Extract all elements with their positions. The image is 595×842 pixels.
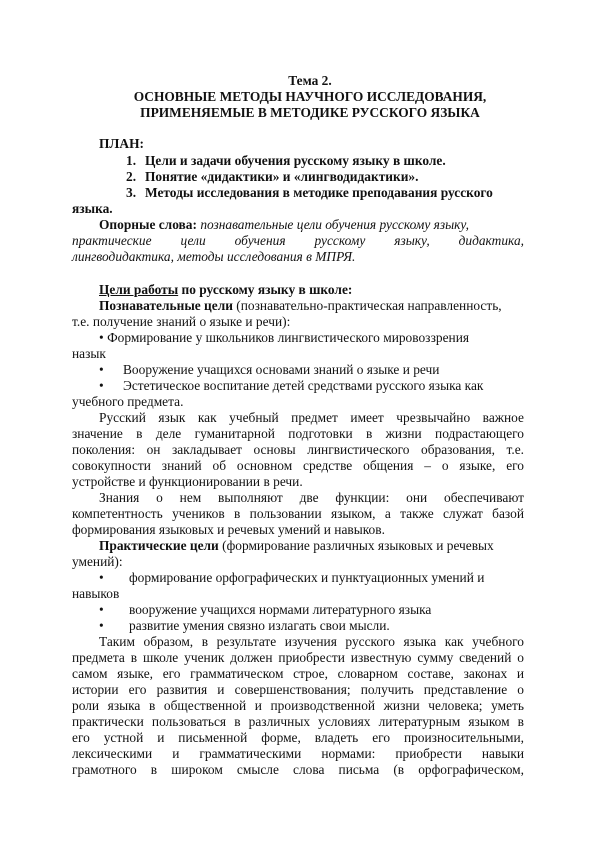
keywords-text: познавательные цели обучения русскому языку, bbox=[200, 217, 470, 232]
paragraph-3-line-5: роли языка в общественной и производственной жизни человека; уметь bbox=[72, 698, 524, 713]
plan-heading: ПЛАН: bbox=[99, 136, 144, 151]
paragraph-3-line-4: истории его развития и совершенствования; получить представление о bbox=[72, 682, 524, 697]
paragraph-1-line-5: устройстве и функционировании в речи. bbox=[72, 474, 303, 489]
bullet-text: развитие умения связно излагать свои мысли. bbox=[129, 618, 390, 633]
bullet-text: Вооружение учащихся основами знаний о языке и речи bbox=[123, 362, 440, 377]
bullet-icon: • bbox=[99, 602, 104, 617]
paragraph-1-line-3: поколения: он закладывает основы лингвистического образования, т.е. bbox=[72, 442, 524, 457]
paragraph-3-line-9: грамотного в широком смысле слова письма (в орфографическом, bbox=[72, 762, 524, 777]
keywords-line-3: лингводидактика, методы исследования в МПРЯ. bbox=[72, 249, 356, 264]
practical-goals-label: Практические цели bbox=[99, 538, 219, 553]
keywords-line-1 bbox=[72, 217, 524, 233]
cognitive-goals-label: Познавательные цели bbox=[99, 298, 233, 313]
paragraph-1-line-2: значение в деле гуманитарной подготовки в жизни подрастающего bbox=[72, 426, 524, 441]
practical-bullet-3 bbox=[72, 618, 551, 634]
practical-goals-text: (формирование различных языковых и речевых bbox=[218, 538, 494, 553]
topic-number: Тема 2. bbox=[288, 73, 332, 88]
bullet-text: формирование орфографических и пунктуационных умений и bbox=[129, 570, 485, 585]
plan-item-number: 2. bbox=[126, 169, 137, 184]
cognitive-goals-text: (познавательно-практическая направленность, bbox=[232, 298, 502, 313]
paragraph-3-line-6: практически пользоваться в различных условиях литературным языком в bbox=[72, 714, 524, 729]
paragraph-3-line-2: предмета в школе ученик должен приобрести известную сумму сведений о bbox=[72, 650, 524, 665]
bullet-icon: • bbox=[99, 362, 104, 377]
cognitive-goals-line-2: т.е. получение знаний о языке и речи): bbox=[72, 314, 291, 329]
keywords-label: Опорные слова: bbox=[99, 217, 197, 232]
bullet-icon: • bbox=[99, 378, 104, 393]
plan-item-2 bbox=[72, 169, 524, 185]
practical-bullet-2 bbox=[72, 602, 551, 618]
paragraph-1-line-1: Русский язык как учебный предмет имеет чрезвычайно важное bbox=[99, 410, 524, 425]
goals-heading-rest: по русскому языку в школе: bbox=[178, 282, 353, 297]
cognitive-bullet-1-continuation: назык bbox=[72, 346, 106, 361]
bullet-text: вооружение учащихся нормами литературного языка bbox=[129, 602, 432, 617]
paragraph-3-line-3: самом языке, его грамматическом строе, словарном составе, законах и bbox=[72, 666, 524, 681]
plan-item-text: Методы исследования в методике преподавания русского bbox=[145, 185, 493, 200]
paragraph-3-line-8: лексическими и грамматическими нормами: приобрести навыки bbox=[72, 746, 524, 761]
plan-item-number: 1. bbox=[126, 153, 137, 168]
title-line-2: ПРИМЕНЯЕМЫЕ В МЕТОДИКЕ РУССКОГО ЯЗЫКА bbox=[140, 105, 480, 120]
cognitive-bullet-3-continuation: учебного предмета. bbox=[72, 394, 184, 409]
plan-item-number: 3. bbox=[126, 185, 137, 200]
plan-item-3-continuation: языка. bbox=[72, 201, 113, 216]
plan-item-3 bbox=[72, 185, 524, 201]
paragraph-3-line-7: его устной и письменной форме, владеть его произносительными, bbox=[72, 730, 524, 745]
keywords-line-2: практические цели обучения русскому языку, дидактика, bbox=[72, 233, 524, 248]
title-line-1: ОСНОВНЫЕ МЕТОДЫ НАУЧНОГО ИССЛЕДОВАНИЯ, bbox=[133, 89, 487, 104]
cognitive-bullet-3 bbox=[72, 378, 551, 394]
bullet-icon: • bbox=[99, 330, 104, 345]
paragraph-2-line-2: компетентность учеников в пользовании языком, а также служат базой bbox=[72, 506, 524, 521]
cognitive-bullet-2 bbox=[72, 362, 551, 378]
paragraph-2-line-3: формирования языковых и речевых умений и навыков. bbox=[72, 522, 385, 537]
bullet-text: Формирование у школьников лингвистического мировоззрения bbox=[107, 330, 470, 345]
goals-heading-underlined: Цели работы bbox=[99, 282, 179, 297]
bullet-text: Эстетическое воспитание детей средствами русского языка как bbox=[123, 378, 484, 393]
practical-bullet-1-continuation: навыков bbox=[72, 586, 120, 601]
paragraph-2-line-1: Знания о нем выполняют две функции: они обеспечивают bbox=[99, 490, 524, 505]
paragraph-3-line-1: Таким образом, в результате изучения русского языка как учебного bbox=[99, 634, 524, 649]
cognitive-bullet-1 bbox=[72, 330, 551, 346]
cognitive-goals-line-1 bbox=[72, 298, 524, 314]
practical-goals-line-1 bbox=[72, 538, 524, 554]
paragraph-1-line-4: совокупности знаний об основном средстве общения – о языке, его bbox=[72, 458, 524, 473]
plan-item-text: Понятие «дидактики» и «лингводидактики». bbox=[145, 169, 419, 184]
bullet-icon: • bbox=[99, 570, 104, 585]
goals-heading bbox=[72, 282, 524, 298]
bullet-icon: • bbox=[99, 618, 104, 633]
plan-item-1 bbox=[72, 153, 524, 169]
practical-goals-line-2: умений): bbox=[72, 554, 123, 569]
practical-bullet-1 bbox=[72, 570, 551, 586]
title-block bbox=[100, 73, 520, 121]
plan-item-text: Цели и задачи обучения русскому языку в школе. bbox=[145, 153, 446, 168]
